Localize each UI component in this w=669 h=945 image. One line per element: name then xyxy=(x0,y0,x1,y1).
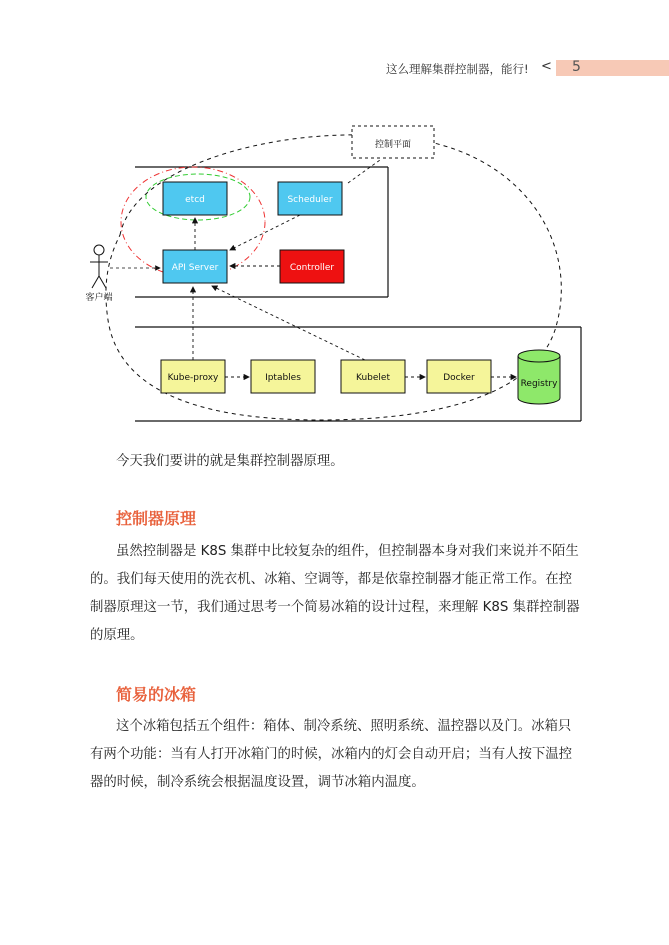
intro-paragraph: 今天我们要讲的就是集群控制器原理。 xyxy=(116,454,344,469)
controller-label: Controller xyxy=(289,263,335,273)
api-server-label: API Server xyxy=(171,263,219,273)
client-label: 客户端 xyxy=(85,293,113,303)
section2-paragraph: 这个冰箱包括五个组件：箱体、制冷系统、照明系统、温控器以及门。冰箱只有两个功能：当有人打开冰箱门的时候，冰箱内的灯会自动开启；当有人按下温控器的时候，制冷系统会根据温度设置，调节冰箱内温度。 xyxy=(90,719,573,790)
kubelet-label: Kubelet xyxy=(356,373,390,383)
page-number: 5 xyxy=(572,59,581,75)
header-arrow: < xyxy=(541,59,552,74)
registry-label: Registry xyxy=(520,379,558,389)
registry-node xyxy=(518,350,560,404)
iptables-label: Iptables xyxy=(265,373,301,383)
docker-label: Docker xyxy=(443,373,475,383)
scheduler-label: Scheduler xyxy=(287,195,333,205)
control-plane-label: 控制平面 xyxy=(374,140,412,150)
architecture-diagram xyxy=(0,0,669,440)
header-title: 这么理解集群控制器，能行! xyxy=(386,62,529,76)
section1-paragraph: 虽然控制器是 K8S 集群中比较复杂的组件，但控制器本身对我们来说并不陌生的。我们每天使用的洗衣机、冰箱、空调等，都是依靠控制器才能正常工作。在控制器原理这一节，我们通过思考一个简易冰箱的设计过程，来理解 K8S 集群控制器的原理。 xyxy=(90,544,580,643)
section-title-controller-principle: 控制器原理 xyxy=(116,509,197,528)
etcd-label: etcd xyxy=(185,195,205,205)
section-title-simple-fridge: 简易的冰箱 xyxy=(116,685,197,704)
kube-proxy-label: Kube-proxy xyxy=(167,373,219,383)
client-icon xyxy=(90,245,108,288)
